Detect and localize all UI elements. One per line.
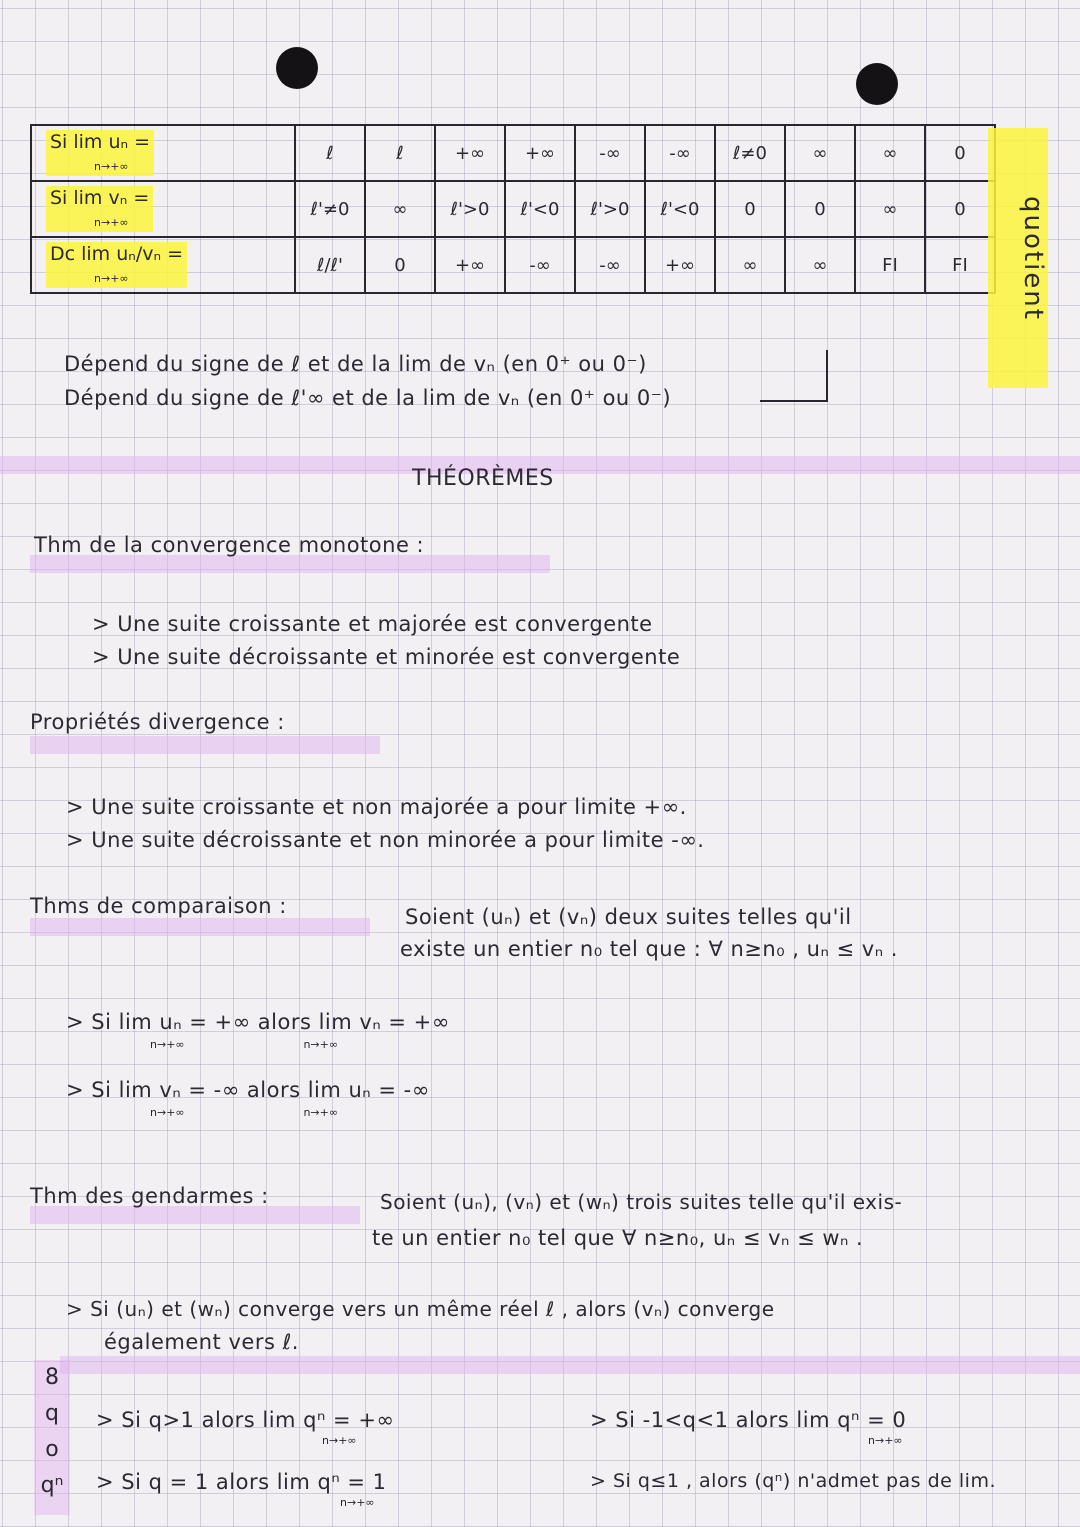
comparison-intro-2: existe un entier n₀ tel que : ∀ n≥n₀ , uₙ ≤ vₙ . xyxy=(400,937,898,961)
thm-monotone-title: Thm de la convergence monotone : xyxy=(34,533,425,557)
table-cell: ∞ xyxy=(715,237,785,293)
table-cell: FI xyxy=(855,237,925,293)
highlight-band xyxy=(30,555,550,573)
table-cell: ℓ'<0 xyxy=(645,181,715,237)
table-cell: -∞ xyxy=(505,237,575,293)
table-cell: ℓ/ℓ' xyxy=(295,237,365,293)
highlight-band xyxy=(30,1206,360,1224)
row-label: Dc lim uₙ/vₙ = n→+∞ xyxy=(31,237,295,293)
row-label: Si lim uₙ = n→+∞ xyxy=(31,125,295,181)
comparison-title: Thms de comparaison : xyxy=(30,894,287,918)
quotient-side-label: quotient xyxy=(988,128,1048,388)
highlight-band xyxy=(30,736,380,754)
table-cell: -∞ xyxy=(645,125,715,181)
geometric-sub-1a: n→+∞ xyxy=(322,1434,357,1447)
table-row xyxy=(31,181,995,237)
list-item: > Une suite décroissante et non minorée a pour limite -∞. xyxy=(66,828,705,852)
table-cell: 0 xyxy=(365,237,435,293)
page-title: THÉORÈMES xyxy=(412,466,554,491)
geometric-line-1b: > Si -1<q<1 alors lim qⁿ = 0 xyxy=(590,1408,907,1432)
table-cell: ℓ'<0 xyxy=(505,181,575,237)
table-row xyxy=(31,125,995,181)
comparison-case-2-sub: n→+∞ n→+∞ xyxy=(150,1106,339,1119)
table-cell: +∞ xyxy=(435,237,505,293)
geometric-side-label: 8 q o qⁿ xyxy=(34,1360,70,1515)
section-divider xyxy=(60,1356,1080,1374)
table-cell: +∞ xyxy=(505,125,575,181)
geometric-line-2a: > Si q = 1 alors lim qⁿ = 1 xyxy=(96,1470,387,1494)
table-cell: 0 xyxy=(925,181,995,237)
gendarmes-intro-1: Soient (uₙ), (vₙ) et (wₙ) trois suites telle qu'il exis- xyxy=(380,1190,903,1214)
table-note-1: Dépend du signe de ℓ et de la lim de vₙ (en 0⁺ ou 0⁻) xyxy=(64,352,647,376)
row-label: Si lim vₙ = n→+∞ xyxy=(31,181,295,237)
table-cell: FI xyxy=(925,237,995,293)
table-cell: 0 xyxy=(715,181,785,237)
table-cell: ∞ xyxy=(365,181,435,237)
gendarmes-item-line-1: > Si (uₙ) et (wₙ) converge vers un même réel ℓ , alors (vₙ) converge xyxy=(66,1297,775,1321)
table-cell: +∞ xyxy=(645,237,715,293)
table-cell: ∞ xyxy=(785,237,855,293)
table-cell: ℓ'>0 xyxy=(435,181,505,237)
geometric-sub-1b: n→+∞ xyxy=(868,1434,903,1447)
divergence-title: Propriétés divergence : xyxy=(30,710,285,734)
list-item: > Une suite croissante et majorée est convergente xyxy=(92,612,653,636)
table-cell: ∞ xyxy=(785,125,855,181)
highlight-band xyxy=(30,918,370,936)
table-cell: +∞ xyxy=(435,125,505,181)
table-cell: ℓ xyxy=(365,125,435,181)
table-cell: -∞ xyxy=(575,125,645,181)
table-row xyxy=(31,237,995,293)
table-cell: ℓ≠0 xyxy=(715,125,785,181)
table-cell: ℓ xyxy=(295,125,365,181)
table-cell: -∞ xyxy=(575,237,645,293)
limits-table xyxy=(30,124,996,294)
table-cell: 0 xyxy=(785,181,855,237)
gendarmes-title: Thm des gendarmes : xyxy=(30,1184,269,1208)
comparison-case-1-sub: n→+∞ n→+∞ xyxy=(150,1038,339,1051)
table-note-2: Dépend du signe de ℓ'∞ et de la lim de vₙ (en 0⁺ ou 0⁻) xyxy=(64,386,672,410)
table-cell: ℓ'>0 xyxy=(575,181,645,237)
table-cell: ∞ xyxy=(855,125,925,181)
punch-hole-right xyxy=(856,63,898,105)
comparison-case-1: > Si lim uₙ = +∞ alors lim vₙ = +∞ xyxy=(66,1010,450,1034)
note-arrow-line xyxy=(760,350,828,402)
list-item: > Une suite croissante et non majorée a pour limite +∞. xyxy=(66,795,687,819)
table-cell: ∞ xyxy=(855,181,925,237)
gendarmes-intro-2: te un entier n₀ tel que ∀ n≥n₀, uₙ ≤ vₙ ≤ wₙ . xyxy=(372,1226,864,1250)
table-cell: 0 xyxy=(925,125,995,181)
table-cell: ℓ'≠0 xyxy=(295,181,365,237)
geometric-line-1a: > Si q>1 alors lim qⁿ = +∞ xyxy=(96,1408,395,1432)
punch-hole-left xyxy=(276,47,318,89)
geometric-line-2b: > Si q≤1 , alors (qⁿ) n'admet pas de lim. xyxy=(590,1470,997,1492)
gendarmes-item-line-2: également vers ℓ. xyxy=(104,1330,299,1354)
geometric-sub-2a: n→+∞ xyxy=(340,1496,375,1509)
list-item: > Une suite décroissante et minorée est convergente xyxy=(92,645,681,669)
comparison-case-2: > Si lim vₙ = -∞ alors lim uₙ = -∞ xyxy=(66,1078,430,1102)
comparison-intro-1: Soient (uₙ) et (vₙ) deux suites telles qu'il xyxy=(405,905,852,929)
